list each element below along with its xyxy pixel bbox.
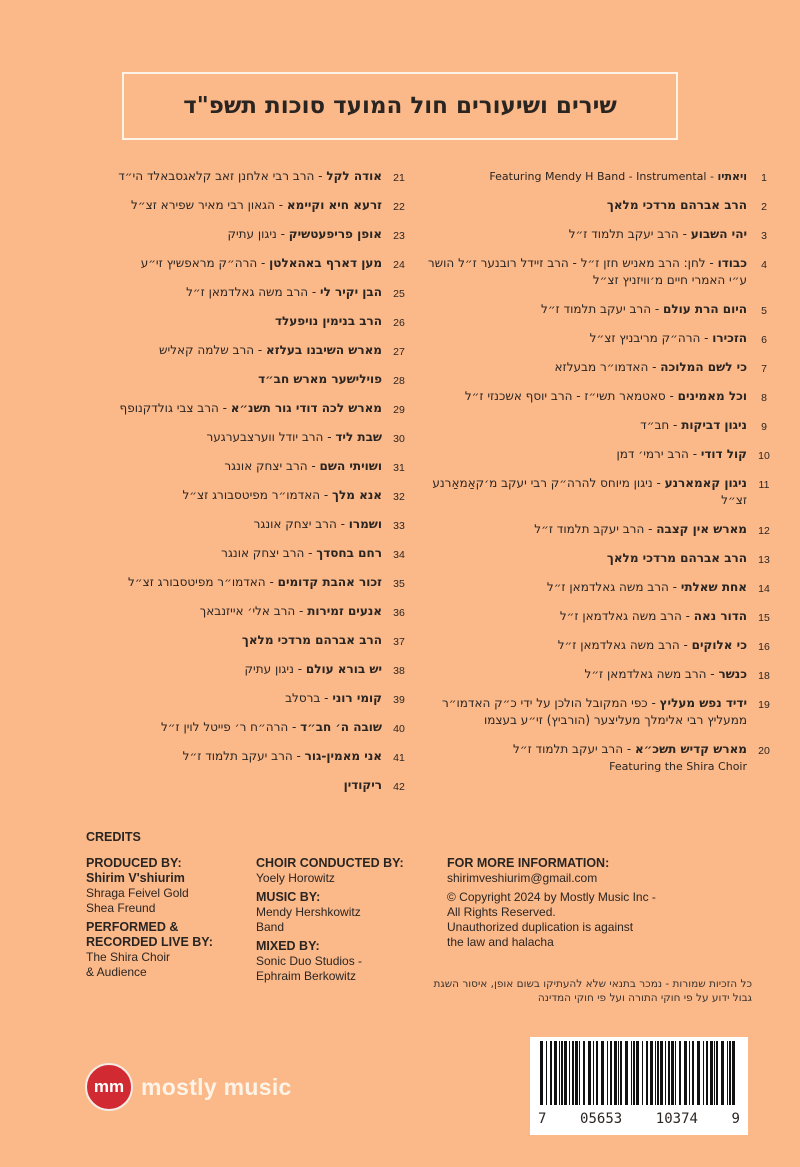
mixed-heading: MIXED BY: xyxy=(256,939,320,953)
logo-mark: mm xyxy=(85,1063,133,1111)
hebrew-rights-note: כל הזכיות שמורות - נמכר בתנאי שלא להעתיקו בשום אופן, איסור השגת גבול ידוע על פי חוקי התורה ועל פי חוקי המדינה xyxy=(433,978,752,1004)
track-number: 34 xyxy=(393,549,405,561)
track-title: ניגון קאמארנע - ניגון מיוחס להרה״ק רבי יעקב מ׳קאַמאַרנע זצ״ל xyxy=(432,476,747,507)
copyright: Unauthorized duplication is against xyxy=(447,920,634,934)
track-number: 29 xyxy=(393,404,405,416)
track-number: 22 xyxy=(393,201,405,213)
track-number: 39 xyxy=(393,694,405,706)
title-box xyxy=(122,72,678,140)
track-row xyxy=(425,695,770,729)
track-row xyxy=(425,741,770,775)
track-row xyxy=(425,521,770,538)
track-number: 42 xyxy=(393,781,405,793)
credits-col-2 xyxy=(256,856,426,984)
choir-heading: CHOIR CONDUCTED BY: xyxy=(256,856,404,870)
mostly-music-logo xyxy=(85,1063,292,1111)
track-number: 10 xyxy=(758,450,770,462)
track-number: 13 xyxy=(758,554,770,566)
track-row xyxy=(60,690,405,707)
track-title: הרב אברהם מרדכי מלאך xyxy=(606,198,747,212)
track-title: מארש קדיש תשכ״א - הרב יעקב תלמוד ז״ל Featuring the Shira Choir xyxy=(513,742,747,773)
track-title: אופן פריפעטשיק - ניגון עתיק xyxy=(227,227,382,241)
track-title: ושמרו - הרב יצחק אונגר xyxy=(253,517,382,531)
track-number: 31 xyxy=(393,462,405,474)
track-row xyxy=(60,632,405,649)
track-row xyxy=(60,168,405,185)
produced-by-org: Shirim V'shiurim xyxy=(86,871,185,885)
copyright: All Rights Reserved. xyxy=(447,905,556,919)
track-title: מארש אין קצבה - הרב יעקב תלמוד ז״ל xyxy=(534,522,747,536)
barcode-digit: 9 xyxy=(731,1111,740,1127)
track-row xyxy=(425,446,770,463)
track-number: 19 xyxy=(758,699,770,711)
music-by: Mendy Hershkowitz xyxy=(256,905,361,919)
mixed-by: Sonic Duo Studios - xyxy=(256,954,363,968)
track-row xyxy=(60,719,405,736)
track-title: היום הרת עולם - הרב יעקב תלמוד ז״ל xyxy=(541,302,747,316)
track-number: 28 xyxy=(393,375,405,387)
track-number: 4 xyxy=(761,259,767,271)
copyright: the law and halacha xyxy=(447,935,554,949)
track-title: יהי השבוע - הרב יעקב תלמוד ז״ל xyxy=(568,227,747,241)
mixed-by: Ephraim Berkowitz xyxy=(256,969,357,983)
track-row xyxy=(60,284,405,301)
track-title: הרב אברהם מרדכי מלאך xyxy=(606,551,747,565)
track-title: קומי רוני - ברסלב xyxy=(285,691,382,705)
track-number: 5 xyxy=(761,305,767,317)
track-row xyxy=(425,255,767,289)
track-row xyxy=(60,313,405,330)
track-row xyxy=(60,748,405,765)
track-number: 8 xyxy=(761,392,767,404)
track-title: כבודו - לחן: הרב מאניש חזן ז״ל - הרב זיידל רובנער ז״ל הושר ע״י האמרי חיים מ׳וויזניץ זצ״ל xyxy=(427,256,747,287)
track-title: מארש לכה דודי גור תשנ״א - הרב צבי גולדקנופף xyxy=(119,401,382,415)
track-number: 6 xyxy=(761,334,767,346)
track-title: זרעא חיא וקיימא - הגאון רבי מאיר שפירא זצ״ל xyxy=(131,198,382,212)
track-title: שובה ה׳ חב״ד - הרה״ח ר׳ פייטל לוין ז״ל xyxy=(160,720,382,734)
info-heading: FOR MORE INFORMATION: xyxy=(447,856,610,870)
track-number: 16 xyxy=(758,641,770,653)
track-number: 9 xyxy=(761,421,767,433)
tracklist-right xyxy=(425,168,770,787)
performed-by: The Shira Choir xyxy=(86,950,171,964)
choir-conductor: Yoely Horowitz xyxy=(256,871,335,885)
track-title: ידיד נפש מעליץ - כפי המקובל הולכן על ידי כ״ק האדמו״ר ממעליץ רבי אלימלך מעליצער (הורביץ) זי״ע בעצמו xyxy=(441,696,747,727)
barcode-digit: 10374 xyxy=(655,1111,698,1127)
track-number: 24 xyxy=(393,259,405,271)
track-row xyxy=(60,429,405,446)
track-title: הרב בנימין נויפעלד xyxy=(274,314,382,328)
track-number: 35 xyxy=(393,578,405,590)
track-title: אנא מלך - האדמו״ר מפיטסבורג זצ״ל xyxy=(182,488,382,502)
performed-heading: PERFORMED & xyxy=(86,920,179,934)
track-row xyxy=(60,255,405,272)
track-title: ושויתי השם - הרב יצחק אונגר xyxy=(224,459,382,473)
track-number: 18 xyxy=(758,670,770,682)
track-number: 2 xyxy=(761,201,767,213)
track-row xyxy=(60,342,405,359)
track-row xyxy=(60,516,405,533)
track-title: וכל מאמינים - סאטמאר תשי״ז - הרב יוסף אשכנזי ז״ל xyxy=(464,389,747,403)
track-row xyxy=(425,579,770,596)
track-title: מארש השיבנו בעלזא - הרב שלמה קאליש xyxy=(159,343,382,357)
track-number: 41 xyxy=(393,752,405,764)
track-number: 33 xyxy=(393,520,405,532)
track-row xyxy=(425,608,770,625)
track-title: ריקודין xyxy=(343,778,382,792)
track-title: שבת ליד - הרב יודל ווערצבערגער xyxy=(206,430,382,444)
track-row xyxy=(60,603,405,620)
track-row xyxy=(425,359,767,376)
track-row xyxy=(425,637,770,654)
track-number: 40 xyxy=(393,723,405,735)
track-title: אני מאמין-גור - הרב יעקב תלמוד ז״ל xyxy=(182,749,382,763)
track-title: יש בורא עולם - ניגון עתיק xyxy=(244,662,382,676)
track-number: 20 xyxy=(758,745,770,757)
barcode-digit: 7 xyxy=(538,1111,547,1127)
track-number: 23 xyxy=(393,230,405,242)
track-title: אנעים זמירות - הרב אלי׳ אייזנבאך xyxy=(199,604,382,618)
track-title: מען דארף באהאלטן - הרה״ק מראפשיץ זי״ע xyxy=(140,256,382,270)
tracklist-left xyxy=(60,168,405,806)
track-number: 12 xyxy=(758,525,770,537)
track-title: אודה לקל - הרב רבי אלחנן זאב קלאגסבאלד הי״ד xyxy=(118,169,382,183)
copyright: © Copyright 2024 by Mostly Music Inc - xyxy=(447,890,656,904)
track-title: כנשר - הרב משה גאלדמאן ז״ל xyxy=(584,667,747,681)
track-row xyxy=(425,330,767,347)
track-number: 38 xyxy=(393,665,405,677)
track-number: 7 xyxy=(761,363,767,375)
track-number: 21 xyxy=(393,172,405,184)
credits-col-1 xyxy=(86,830,246,980)
track-number: 32 xyxy=(393,491,405,503)
track-number: 36 xyxy=(393,607,405,619)
logo-text: mostly music xyxy=(141,1073,292,1100)
credits-heading: CREDITS xyxy=(86,830,141,844)
track-title: הבן יקיר לי - הרב משה גאלדמאן ז״ל xyxy=(186,285,382,299)
track-row xyxy=(425,666,770,683)
track-title: כי לשם המלוכה - האדמו״ר מבעלזא xyxy=(554,360,747,374)
track-number: 11 xyxy=(758,479,770,491)
track-row xyxy=(60,777,405,794)
track-title: רחם בחסדך - הרב יצחק אונגר xyxy=(221,546,382,560)
track-title: פוילישער מארש חב״ד xyxy=(258,372,382,386)
performed-heading: RECORDED LIVE BY: xyxy=(86,935,213,949)
barcode-bars xyxy=(538,1041,740,1105)
track-row xyxy=(60,487,405,504)
page-title: שירים ושיעורים חול המועד סוכות תשפ"ד xyxy=(183,93,617,119)
track-number: 30 xyxy=(393,433,405,445)
performed-by: & Audience xyxy=(86,965,147,979)
music-heading: MUSIC BY: xyxy=(256,890,321,904)
track-row xyxy=(425,475,770,509)
track-row xyxy=(60,371,405,388)
track-title: הדור נאה - הרב משה גאלדמאן ז״ל xyxy=(559,609,747,623)
barcode xyxy=(530,1037,748,1135)
track-row xyxy=(60,400,405,417)
track-title: קול דודי - הרב ירמי׳ דמן xyxy=(616,447,747,461)
track-number: 27 xyxy=(393,346,405,358)
track-number: 37 xyxy=(393,636,405,648)
track-row xyxy=(60,197,405,214)
info-email: shirimveshiurim@gmail.com xyxy=(447,871,598,885)
track-row xyxy=(425,301,767,318)
track-row xyxy=(425,226,767,243)
track-row xyxy=(425,388,767,405)
track-row xyxy=(60,661,405,678)
track-row xyxy=(60,226,405,243)
produced-by-heading: PRODUCED BY: xyxy=(86,856,182,870)
track-row xyxy=(425,197,767,214)
music-by: Band xyxy=(256,920,285,934)
track-number: 1 xyxy=(761,172,767,184)
track-number: 26 xyxy=(393,317,405,329)
track-row xyxy=(425,550,770,567)
track-number: 15 xyxy=(758,612,770,624)
track-number: 14 xyxy=(758,583,770,595)
track-title: ניגון דביקות - חב״ד xyxy=(640,418,747,432)
track-title: ויאתיו - Featuring Mendy H Band - Instrumental xyxy=(489,170,747,183)
track-title: אחת שאלתי - הרב משה גאלדמאן ז״ל xyxy=(546,580,747,594)
track-title: כי אלוקים - הרב משה גאלדמאן ז״ל xyxy=(557,638,747,652)
produced-by-name: Shraga Feivel Gold xyxy=(86,886,189,900)
track-title: זכור אהבת קדומים - האדמו״ר מפיטסבורג זצ״ל xyxy=(128,575,382,589)
track-row xyxy=(425,168,767,185)
track-row xyxy=(60,458,405,475)
track-row xyxy=(60,574,405,591)
barcode-digit: 05653 xyxy=(580,1111,623,1127)
produced-by-name: Shea Freund xyxy=(86,901,156,915)
credits-col-3 xyxy=(447,856,747,950)
track-number: 3 xyxy=(761,230,767,242)
track-row xyxy=(60,545,405,562)
track-title: הרב אברהם מרדכי מלאך xyxy=(241,633,382,647)
track-number: 25 xyxy=(393,288,405,300)
track-row xyxy=(425,417,767,434)
track-title: הזכירו - הרה״ק מריבניץ זצ״ל xyxy=(589,331,747,345)
